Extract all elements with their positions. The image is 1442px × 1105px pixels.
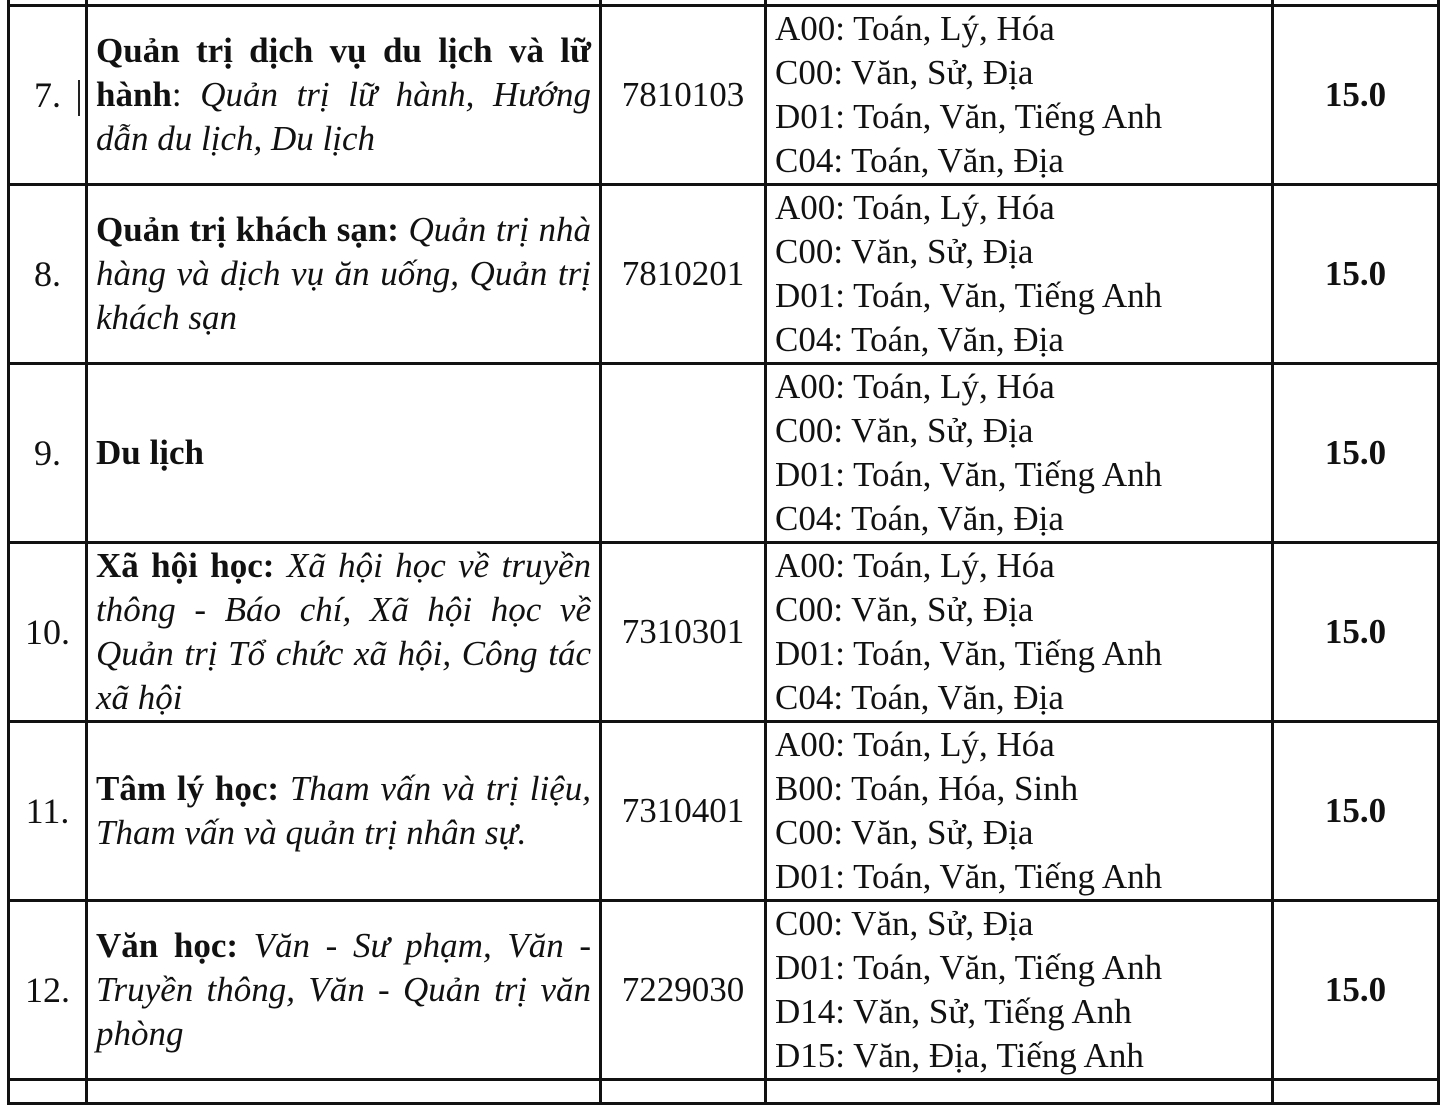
min-score: 15.0: [1273, 364, 1439, 543]
subject-combo: C00: Văn, Sử, Địa: [775, 813, 1034, 852]
major-title: Văn học:: [96, 926, 239, 965]
min-score: 15.0: [1273, 543, 1439, 722]
subject-combo: C04: Toán, Văn, Địa: [775, 320, 1064, 359]
subject-combo: D01: Toán, Văn, Tiếng Anh: [775, 948, 1163, 987]
subject-combo: A00: Toán, Lý, Hóa: [775, 725, 1055, 764]
major-specializations: Quản trị nhà hàng và dịch vụ ăn uống, Quản trị khách sạn: [96, 210, 591, 337]
subject-combo: B00: Toán, Hóa, Sinh: [775, 769, 1079, 808]
major-name: Quản trị dịch vụ du lịch và lữ hành: Quản trị lữ hành, Hướng dẫn du lịch, Du lịch: [87, 6, 601, 185]
table-row: [9, 6, 1439, 185]
major-name: [87, 722, 601, 901]
subject-combo: C04: Toán, Văn, Địa: [775, 678, 1064, 717]
table-row: [9, 543, 1439, 722]
major-code: 7810103: [601, 6, 766, 185]
subject-combinations: [766, 185, 1273, 364]
subject-combo: A00: Toán, Lý, Hóa: [775, 9, 1055, 48]
table-row: [9, 185, 1439, 364]
admission-table: [7, 0, 1440, 1105]
subject-combo: D01: Toán, Văn, Tiếng Anh: [775, 455, 1163, 494]
text-cursor-mark: [78, 80, 80, 116]
subject-combinations: [766, 901, 1273, 1080]
subject-combo: D01: Toán, Văn, Tiếng Anh: [775, 634, 1163, 673]
major-code: 7810201: [601, 185, 766, 364]
min-score: 15.0: [1273, 901, 1439, 1080]
subject-combo: C04: Toán, Văn, Địa: [775, 141, 1064, 180]
subject-combinations: [766, 722, 1273, 901]
subject-combo: C00: Văn, Sử, Địa: [775, 590, 1034, 629]
subject-combo: D01: Toán, Văn, Tiếng Anh: [775, 276, 1163, 315]
table-row: [9, 722, 1439, 901]
min-score: 15.0: [1273, 6, 1439, 185]
major-code: 7229030: [601, 901, 766, 1080]
subject-combo: C00: Văn, Sử, Địa: [775, 232, 1034, 271]
major-specializations: Tham vấn và trị liệu, Tham vấn và quản trị nhân sự.: [96, 769, 591, 852]
subject-combo: D01: Toán, Văn, Tiếng Anh: [775, 857, 1163, 896]
subject-combo: C00: Văn, Sử, Địa: [775, 53, 1034, 92]
major-name: [87, 901, 601, 1080]
subject-combo: A00: Toán, Lý, Hóa: [775, 367, 1055, 406]
min-score: 15.0: [1273, 722, 1439, 901]
row-number: 8.: [9, 185, 87, 364]
row-number: 11.: [9, 722, 87, 901]
table-row: [9, 901, 1439, 1080]
major-name: [87, 185, 601, 364]
major-specializations: Văn - Sư phạm, Văn - Truyền thông, Văn - Quản trị văn phòng: [96, 926, 592, 1053]
major-name: [87, 364, 601, 543]
major-title: Xã hội học:: [96, 546, 275, 585]
major-specializations: Quản trị lữ hành, Hướng dẫn du lịch, Du lịch: [96, 75, 591, 158]
subject-combo: D01: Toán, Văn, Tiếng Anh: [775, 97, 1163, 136]
table-row: [9, 364, 1439, 543]
subject-combinations: [766, 6, 1273, 185]
major-specializations: Xã hội học về truyền thông - Báo chí, Xã hội học về Quản trị Tổ chức xã hội, Công tác xã hội: [96, 546, 592, 717]
table-row-partial: [9, 1080, 1439, 1104]
major-title: Quản trị dịch vụ du lịch và lữ hành: [96, 31, 591, 114]
row-number: 7.: [9, 6, 87, 185]
major-title: Du lịch: [96, 433, 204, 472]
major-title: Tâm lý học:: [96, 769, 280, 808]
subject-combinations: [766, 364, 1273, 543]
major-code: 7310401: [601, 722, 766, 901]
subject-combo: A00: Toán, Lý, Hóa: [775, 546, 1055, 585]
major-code: 7310301: [601, 543, 766, 722]
subject-combo: D14: Văn, Sử, Tiếng Anh: [775, 992, 1132, 1031]
subject-combinations: [766, 543, 1273, 722]
row-number: 12.: [9, 901, 87, 1080]
subject-combo: C04: Toán, Văn, Địa: [775, 499, 1064, 538]
row-number: 9.: [9, 364, 87, 543]
subject-combo: D15: Văn, Địa, Tiếng Anh: [775, 1036, 1144, 1075]
major-name: [87, 543, 601, 722]
major-title: Quản trị khách sạn:: [96, 210, 399, 249]
major-code: [601, 364, 766, 543]
subject-combo: C00: Văn, Sử, Địa: [775, 904, 1034, 943]
min-score: 15.0: [1273, 185, 1439, 364]
row-number: 10.: [9, 543, 87, 722]
subject-combo: A00: Toán, Lý, Hóa: [775, 188, 1055, 227]
subject-combo: C00: Văn, Sử, Địa: [775, 411, 1034, 450]
